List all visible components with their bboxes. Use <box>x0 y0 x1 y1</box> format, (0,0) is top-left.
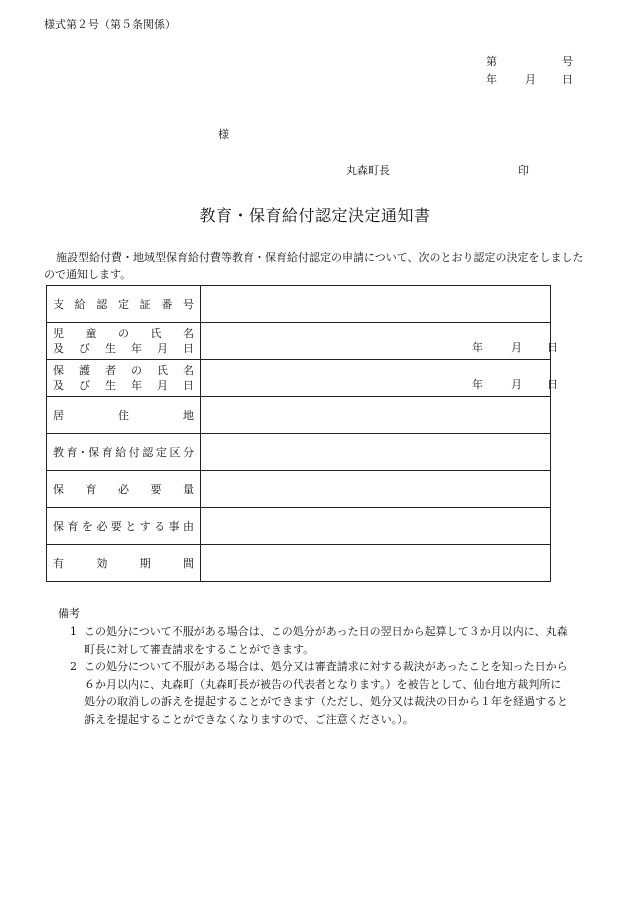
remark-number: 2 <box>70 660 77 673</box>
care-reason-label: 保育を必要とする事由 <box>53 519 194 533</box>
guardian-birthdate-label: 及び生年月日 <box>53 379 194 392</box>
table-row-certification-category <box>47 434 551 471</box>
issue-date-month-label: 月 <box>525 73 536 86</box>
document-number-label: 第 <box>486 55 497 68</box>
certification-table <box>46 285 558 582</box>
guardian-birth-year-label: 年 <box>472 378 483 391</box>
recipient-honorific: 様 <box>218 128 229 141</box>
intro-paragraph: 施設型給付費・地域型保育給付費等教育・保育給付認定の申請について、次のとおり認定の決定をしましたので通知します。 <box>44 251 584 281</box>
table-row-validity-period <box>47 545 551 582</box>
remark-number: 1 <box>70 625 77 638</box>
child-field[interactable] <box>201 323 558 360</box>
remark-text: この処分について不服がある場合は、処分又は審査請求に対する裁決があったことを知った日から６か月以内に、丸森町（丸森町長が被告の代表者となります。）を被告として、仙台地方裁判所に処分の取消しの訴えを提起することができます（ただし、処分又は裁決の日から１年を経過すると訴えを提起することができなくなりますので、ご注意ください。）。 <box>84 660 568 726</box>
child-birth-year-label: 年 <box>472 341 483 354</box>
guardian-field[interactable] <box>201 360 558 397</box>
certification-category-field[interactable] <box>201 434 551 471</box>
child-birth-day-label: 日 <box>547 341 558 354</box>
care-amount-field[interactable] <box>201 471 551 508</box>
child-birth-month-label: 月 <box>511 341 522 354</box>
table-row-care-reason <box>47 508 551 545</box>
care-amount-label: 保育必要量 <box>53 482 194 496</box>
address-label: 居住地 <box>53 408 194 422</box>
remark-item <box>70 658 570 728</box>
child-name-label: 児童の氏名 <box>53 327 194 340</box>
remark-text: この処分について不服がある場合は、この処分があった日の翌日から起算して３か月以内に、丸森町長に対して審査請求をすることができます。 <box>84 625 568 656</box>
remarks-list <box>70 623 570 728</box>
table-row-certificate-number <box>47 286 551 323</box>
child-birthdate-label: 及び生年月日 <box>53 342 194 355</box>
table-row-care-amount <box>47 471 551 508</box>
issuer-name: 丸森町長 <box>346 164 390 177</box>
address-field[interactable] <box>201 397 551 434</box>
guardian-birth-day-label: 日 <box>547 378 558 391</box>
form-number: 様式第２号（第５条関係） <box>44 18 176 31</box>
care-reason-field[interactable] <box>201 508 551 545</box>
certificate-number-label: 支給認定証番号 <box>53 297 194 311</box>
document-title: 教育・保育給付認定決定通知書 <box>199 206 431 225</box>
validity-period-label: 有効期間 <box>53 556 194 570</box>
issue-date-day-label: 日 <box>562 73 573 86</box>
guardian-birth-month-label: 月 <box>511 378 522 391</box>
remark-item <box>70 623 570 658</box>
issuer-seal-mark: 印 <box>518 164 529 177</box>
certificate-number-field[interactable] <box>201 286 551 323</box>
issue-date-year-label: 年 <box>486 73 497 86</box>
table-row-guardian <box>47 360 551 397</box>
validity-period-field[interactable] <box>201 545 551 582</box>
certification-category-label: 教育･保育給付認定区分 <box>53 445 194 459</box>
document-number-suffix: 号 <box>562 55 573 68</box>
table-row-address <box>47 397 551 434</box>
table-row-child <box>47 323 551 360</box>
guardian-name-label: 保護者の氏名 <box>53 364 194 377</box>
remarks-title: 備考 <box>58 607 80 620</box>
